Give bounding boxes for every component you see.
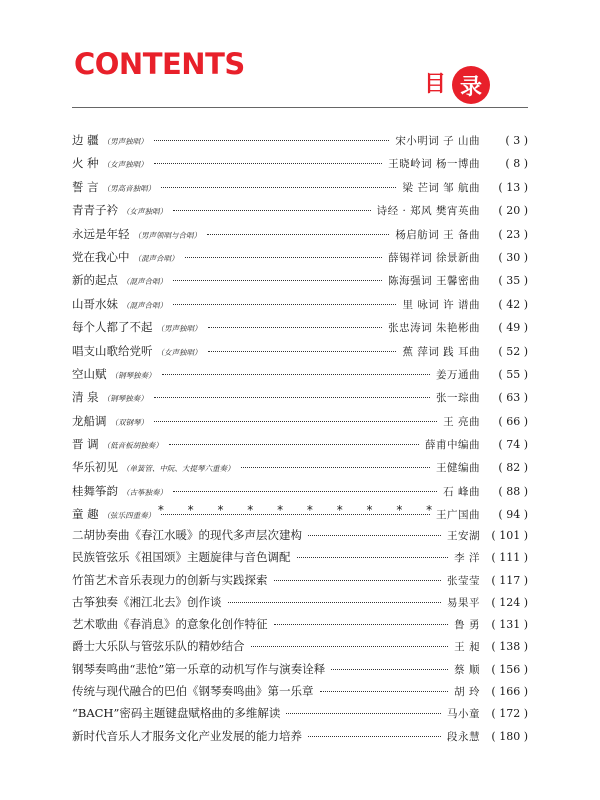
entry-title: 青青子衿 (72, 203, 118, 218)
toc-entry[interactable] (72, 527, 528, 549)
entry-author: 李 洋 (454, 552, 480, 565)
entry-title: 华乐初见 (72, 460, 118, 475)
entry-genre: （钢琴独奏） (102, 394, 148, 404)
entry-page-number: ( 82 ) (498, 461, 528, 475)
toc-entry[interactable] (72, 638, 528, 660)
entry-credits: 王健编曲 (436, 462, 480, 475)
entry-author: 段永慧 (447, 730, 480, 743)
entry-title: 二胡协奏曲《春江水暖》的现代多声层次建构 (72, 528, 302, 542)
entry-title: “BACH”密码主题键盘赋格曲的多维解读 (72, 706, 281, 721)
entry-credits: 张忠涛词 朱艳彬曲 (388, 322, 480, 335)
toc-entry[interactable] (72, 413, 528, 436)
toc-entry[interactable] (72, 249, 528, 272)
cn-heading-lu-badge: 录 (452, 66, 490, 104)
dot-leader (286, 713, 441, 714)
section-divider-stars: * * * * * * * * * * (157, 503, 443, 517)
entry-genre: （男高音独唱） (102, 183, 156, 193)
entry-credits: 王广国曲 (436, 509, 480, 522)
entry-page-number: ( 88 ) (498, 484, 528, 498)
entry-author: 王安湖 (447, 530, 480, 542)
entry-title: 新的起点 (72, 273, 118, 288)
entry-credits: 王晓岭词 杨一博曲 (388, 158, 480, 171)
dot-leader (185, 257, 383, 258)
entry-page-number: ( 42 ) (498, 297, 528, 311)
dot-leader (274, 624, 449, 625)
entry-title: 党在我心中 (72, 249, 130, 264)
dot-leader (320, 691, 449, 692)
entry-genre: （单簧管、中阮、大提琴六重奏） (122, 464, 235, 474)
entry-genre: （古筝独奏） (122, 487, 167, 497)
entry-title: 钢琴奏鸣曲“悲怆”第一乐章的动机写作与演奏诠释 (72, 661, 326, 676)
dot-leader (208, 351, 397, 352)
entry-page-number: ( 166 ) (491, 685, 528, 699)
toc-entry[interactable] (72, 705, 528, 727)
entry-genre: （女声独唱） (156, 347, 202, 357)
entry-author: 张莹莹 (447, 574, 480, 587)
entry-page-number: ( 13 ) (498, 180, 528, 194)
dot-leader (173, 491, 437, 492)
entry-page-number: ( 55 ) (498, 367, 528, 381)
dot-leader (274, 580, 442, 581)
entry-title: 爵士大乐队与管弦乐队的精妙结合 (72, 639, 245, 654)
dot-leader (173, 304, 396, 305)
dot-leader (228, 602, 442, 603)
entry-title: 童 趣 (72, 507, 99, 522)
dot-leader (161, 187, 396, 188)
entry-credits: 杨启舫词 王 备曲 (395, 228, 480, 241)
entry-credits: 陈海强词 王馨密曲 (388, 275, 480, 288)
entry-credits: 王 亮曲 (443, 415, 480, 428)
entry-page-number: ( 101 ) (491, 529, 528, 542)
entry-author: 胡 玲 (454, 686, 480, 699)
entry-page-number: ( 35 ) (498, 274, 528, 288)
entry-title: 新时代音乐人才服务文化产业发展的能力培养 (72, 728, 302, 743)
entry-title: 清 泉 (72, 390, 99, 405)
dot-leader (154, 163, 383, 164)
entry-author: 王 昶 (454, 641, 480, 654)
entry-genre: （女声独唱） (122, 207, 167, 217)
entry-page-number: ( 30 ) (498, 250, 528, 264)
entry-page-number: ( 23 ) (498, 227, 528, 241)
dot-leader (331, 669, 448, 670)
entry-credits: 薛甫中编曲 (425, 439, 480, 452)
entry-credits: 薛锡祥词 徐景新曲 (388, 251, 480, 264)
entry-credits: 姜万通曲 (436, 368, 480, 381)
entry-page-number: ( 172 ) (491, 707, 528, 721)
essays-list (72, 527, 528, 750)
dot-leader (154, 140, 390, 141)
toc-entry[interactable] (72, 226, 528, 249)
entry-page-number: ( 8 ) (505, 157, 528, 171)
entry-credits: 石 峰曲 (443, 485, 480, 498)
entry-title: 龙船调 (72, 413, 107, 428)
toc-entry[interactable] (72, 272, 528, 295)
entry-genre: （钢琴独奏） (110, 370, 156, 380)
dot-leader (173, 210, 371, 211)
dot-leader (162, 374, 431, 375)
entry-page-number: ( 52 ) (498, 344, 528, 358)
header-divider (72, 107, 528, 108)
entry-title: 空山赋 (72, 366, 107, 381)
dot-leader (251, 646, 449, 647)
entry-page-number: ( 156 ) (491, 662, 528, 676)
entry-credits: 宋小明词 子 山曲 (395, 135, 480, 147)
dot-leader (208, 327, 383, 328)
toc-entry[interactable] (72, 661, 528, 683)
entry-author: 蔡 顺 (454, 663, 480, 676)
toc-entry[interactable] (72, 319, 528, 342)
toc-entry[interactable] (72, 594, 528, 616)
entry-genre: （弦乐四重奏） (102, 511, 156, 521)
entry-title: 永远是年轻 (72, 226, 130, 241)
entry-title: 艺术歌曲《春消息》的意象化创作特征 (72, 617, 268, 632)
entry-title: 唱支山歌给党听 (72, 343, 153, 358)
toc-entry[interactable] (72, 155, 528, 178)
entry-genre: （男声领唱与合唱） (133, 230, 201, 240)
entry-title: 古筝独奏《湘江北去》创作谈 (72, 594, 222, 609)
toc-entry[interactable] (72, 202, 528, 225)
toc-entry[interactable] (72, 683, 528, 705)
toc-entry[interactable] (72, 549, 528, 571)
entry-genre: （男声独唱） (156, 324, 202, 334)
entry-page-number: ( 66 ) (498, 414, 528, 428)
toc-entry[interactable] (72, 436, 528, 459)
toc-entry[interactable] (72, 389, 528, 412)
entry-page-number: ( 124 ) (491, 595, 528, 609)
entry-title: 誓 言 (72, 179, 99, 194)
entry-credits: 里 咏词 许 谱曲 (402, 298, 480, 311)
toc-entry[interactable] (72, 728, 528, 750)
entry-title: 火 种 (72, 156, 99, 171)
entry-credits: 梁 芒词 邹 航曲 (402, 181, 480, 194)
contents-heading: CONTENTS (74, 47, 245, 81)
entry-author: 鲁 勇 (454, 619, 480, 632)
entry-author: 马小童 (447, 708, 480, 721)
cn-heading-mu: 目 (424, 72, 447, 97)
dot-leader (308, 535, 441, 536)
entry-page-number: ( 63 ) (498, 391, 528, 405)
entry-page-number: ( 94 ) (498, 508, 528, 522)
dot-leader (241, 467, 431, 468)
entry-page-number: ( 138 ) (491, 640, 528, 654)
entry-genre: （混声合唱） (122, 300, 167, 310)
entry-page-number: ( 117 ) (491, 573, 528, 587)
dot-leader (169, 444, 419, 445)
toc-entry[interactable] (72, 132, 528, 155)
dot-leader (207, 234, 389, 235)
entry-page-number: ( 3 ) (505, 134, 528, 147)
dot-leader (308, 736, 441, 737)
entry-credits: 蕉 萍词 践 耳曲 (402, 345, 480, 358)
entry-page-number: ( 20 ) (498, 204, 528, 218)
entry-page-number: ( 74 ) (498, 438, 528, 452)
entry-genre: （低音板胡独奏） (102, 441, 163, 451)
toc-entry[interactable] (72, 366, 528, 389)
toc-entry[interactable] (72, 459, 528, 482)
entry-page-number: ( 180 ) (491, 729, 528, 743)
entry-title: 每个人都了不起 (72, 320, 153, 335)
dot-leader (154, 421, 437, 422)
toc-entry[interactable] (72, 343, 528, 366)
entry-genre: （男声独唱） (102, 137, 148, 146)
dot-leader (173, 280, 382, 281)
entry-title: 山哥水妹 (72, 296, 118, 311)
entry-title: 民族管弦乐《祖国颂》主题旋律与音色调配 (72, 550, 291, 565)
entry-title: 边 疆 (72, 133, 99, 147)
music-pieces-list (72, 132, 528, 530)
toc-entry[interactable] (72, 616, 528, 638)
entry-credits: 张一琮曲 (436, 392, 480, 405)
dot-leader (154, 397, 430, 398)
toc-entry[interactable] (72, 179, 528, 202)
entry-page-number: ( 131 ) (491, 618, 528, 632)
entry-genre: （女声独唱） (102, 160, 148, 170)
entry-genre: （混声合唱） (133, 253, 179, 263)
entry-genre: （混声合唱） (122, 277, 167, 287)
entry-genre: （双钢琴） (110, 417, 148, 427)
entry-page-number: ( 111 ) (491, 551, 528, 565)
dot-leader (297, 557, 449, 558)
entry-title: 桂舞筝韵 (72, 483, 118, 498)
toc-entry[interactable] (72, 296, 528, 319)
entry-title: 竹笛艺术音乐表现力的创新与实践探索 (72, 572, 268, 587)
entry-author: 易果平 (447, 596, 480, 609)
entry-title: 传统与现代融合的巴伯《钢琴奏鸣曲》第一乐章 (72, 684, 314, 699)
entry-credits: 诗经 · 郑风 樊宵英曲 (376, 205, 480, 218)
entry-title: 晋 调 (72, 437, 99, 452)
toc-entry[interactable] (72, 572, 528, 594)
entry-page-number: ( 49 ) (498, 321, 528, 335)
